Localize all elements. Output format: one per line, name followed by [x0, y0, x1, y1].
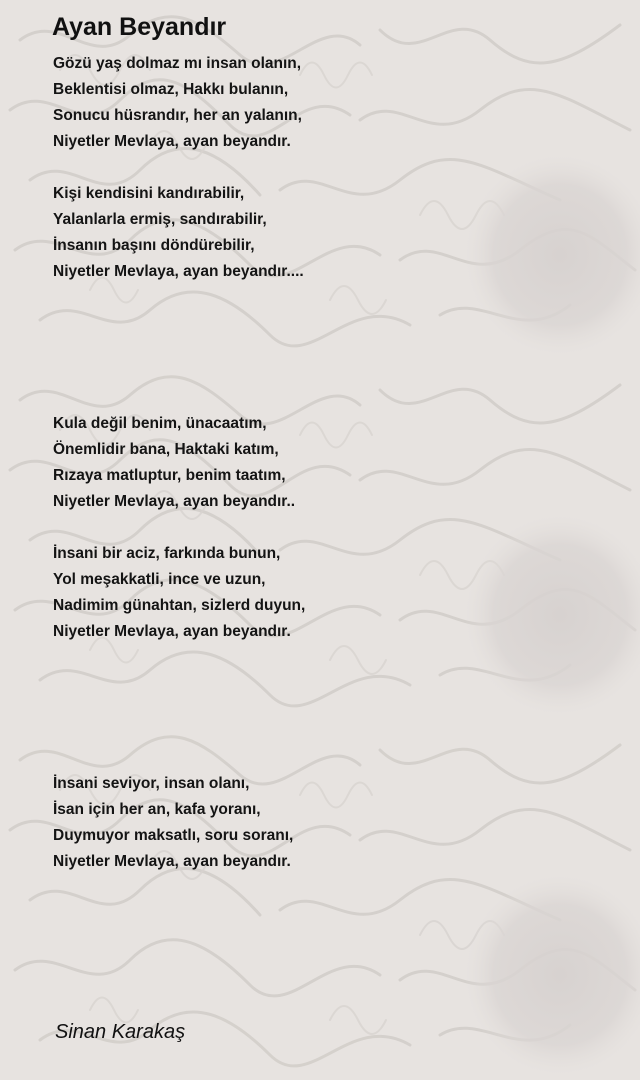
poem-line: Yalanlarla ermiş, sandırabilir, [53, 211, 267, 228]
poem-line: Kişi kendisini kandırabilir, [53, 185, 245, 202]
poem-stanza-3 [53, 411, 295, 515]
poem-line: Niyetler Mevlaya, ayan beyandır.. [53, 493, 296, 510]
poem-line: Önemlidir bana, Haktaki katım, [53, 441, 279, 458]
poem-line: Yol meşakkatli, ince ve uzun, [53, 571, 266, 588]
poem-stanza-4 [53, 541, 305, 645]
poem-line: İsan için her an, kafa yoranı, [53, 801, 261, 818]
poem-line: Niyetler Mevlaya, ayan beyandır.... [53, 263, 304, 280]
poem-line: İnsani bir aciz, farkında bunun, [53, 545, 281, 562]
poem-line: Niyetler Mevlaya, ayan beyandır. [53, 623, 291, 640]
poem-line: Rızaya matluptur, benim taatım, [53, 467, 286, 484]
poem-stanza-2 [53, 181, 304, 285]
poem-line: Beklentisi olmaz, Hakkı bulanın, [53, 81, 289, 98]
poem-line: Niyetler Mevlaya, ayan beyandır. [53, 853, 291, 870]
poem-line: Nadimim günahtan, sizlerd duyun, [53, 597, 306, 614]
poem-line: Niyetler Mevlaya, ayan beyandır. [53, 133, 291, 150]
poem-title: Ayan Beyandır [52, 13, 227, 41]
poem-stanza-5 [53, 771, 293, 875]
poem-line: Gözü yaş dolmaz mı insan olanın, [53, 55, 302, 72]
poem-stanza-1 [53, 51, 302, 155]
poem-line: İnsanın başını döndürebilir, [53, 237, 255, 254]
poem-line: İnsani seviyor, insan olanı, [53, 775, 250, 792]
poem-line: Kula değil benim, ünacaatım, [53, 415, 267, 432]
poem-line: Duymuyor maksatlı, soru soranı, [53, 827, 294, 844]
poem-author: Sinan Karakaş [55, 1021, 186, 1043]
poem-line: Sonucu hüsrandır, her an yalanın, [53, 107, 302, 124]
